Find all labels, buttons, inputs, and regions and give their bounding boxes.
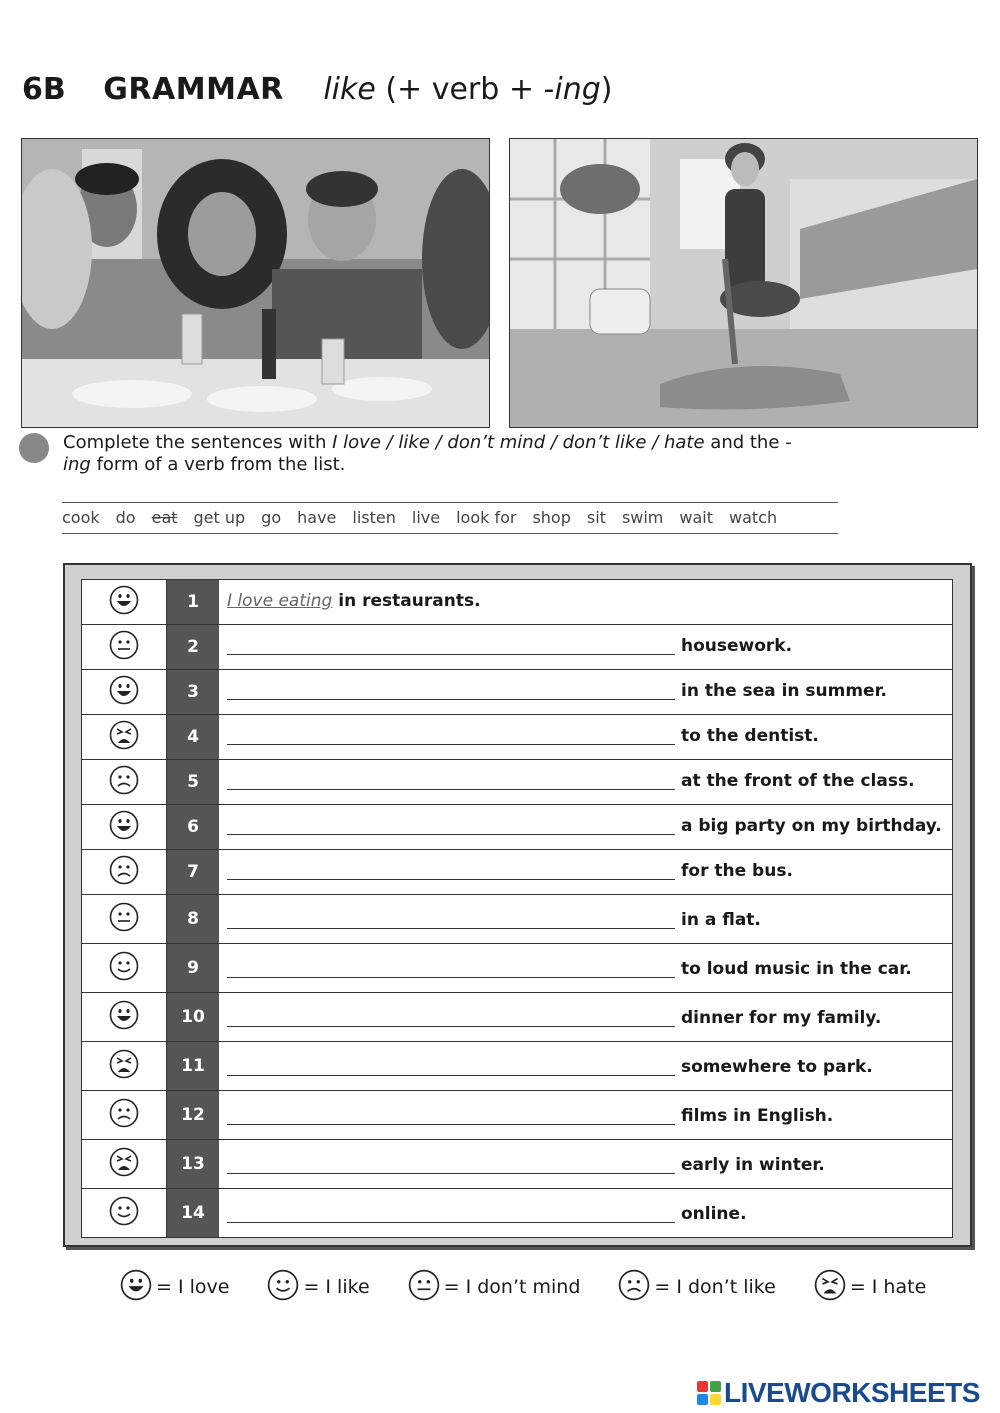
sentence-ending: in the sea in summer. — [681, 681, 888, 701]
answer-blank[interactable] — [227, 1075, 675, 1076]
dont-like-face-icon — [618, 1269, 650, 1306]
word-list-item: live — [411, 508, 441, 527]
sentence-ending: a big party on my birthday. — [681, 816, 942, 836]
word-list-item: get up — [193, 508, 246, 527]
liveworksheets-logo — [697, 1377, 980, 1409]
face-cell — [82, 993, 167, 1041]
sentence-ending: online. — [681, 1204, 747, 1224]
sentence-ending: to the dentist. — [681, 726, 819, 746]
sentence-cell — [219, 805, 952, 849]
row-number: 9 — [167, 944, 219, 992]
topic-ing: ing — [554, 72, 601, 107]
legend-item — [267, 1269, 369, 1306]
word-list-item: cook — [62, 508, 100, 527]
sentence-cell — [219, 625, 952, 669]
example-sentence — [227, 592, 481, 610]
hate-face-icon — [109, 1147, 139, 1181]
sentence-ending: in a flat. — [681, 910, 761, 930]
answer-blank[interactable] — [227, 789, 675, 790]
legend-item — [120, 1269, 229, 1306]
row-number: 12 — [167, 1091, 219, 1139]
face-cell — [82, 760, 167, 804]
table-row — [82, 1189, 952, 1237]
table-row — [82, 1042, 952, 1091]
table-row — [82, 1140, 952, 1189]
row-number: 13 — [167, 1140, 219, 1188]
table-row — [82, 850, 952, 895]
word-list-item: eat — [151, 508, 178, 527]
topic-close: ) — [600, 72, 613, 107]
hate-face-icon — [814, 1269, 846, 1306]
table-row — [82, 895, 952, 944]
answer-blank[interactable] — [227, 699, 675, 700]
word-list-item: do — [115, 508, 136, 527]
like-face-icon — [109, 1196, 139, 1230]
instr-phrases: I love / like / don’t mind / don’t like / hate — [332, 432, 705, 453]
row-number: 2 — [167, 625, 219, 669]
table-row — [82, 805, 952, 850]
sentence-cell — [219, 670, 952, 714]
row-number: 7 — [167, 850, 219, 894]
row-number: 14 — [167, 1189, 219, 1237]
sentence-ending: at the front of the class. — [681, 771, 915, 791]
row-number: 3 — [167, 670, 219, 714]
table-row — [82, 670, 952, 715]
legend-item — [408, 1269, 581, 1306]
sentence-ending: early in winter. — [681, 1155, 825, 1175]
dont-like-face-icon — [109, 765, 139, 799]
face-cell — [82, 715, 167, 759]
row-number: 6 — [167, 805, 219, 849]
sentence-ending: dinner for my family. — [681, 1008, 882, 1028]
page-title — [22, 72, 612, 107]
row-number: 4 — [167, 715, 219, 759]
dont-mind-face-icon — [408, 1269, 440, 1306]
dont-mind-face-icon — [109, 902, 139, 936]
face-cell — [82, 944, 167, 992]
word-list-item: listen — [352, 508, 396, 527]
sentence-cell — [219, 1189, 952, 1237]
sentence-ending: housework. — [681, 636, 793, 656]
sentence-cell — [219, 580, 952, 624]
instr-ing: -ing — [63, 432, 792, 475]
sentence-cell — [219, 944, 952, 992]
face-cell — [82, 805, 167, 849]
sentence-cell — [219, 715, 952, 759]
verb-word-list — [62, 502, 838, 534]
legend-label: = I love — [156, 1276, 230, 1298]
answer-blank[interactable] — [227, 1026, 675, 1027]
row-number: 8 — [167, 895, 219, 943]
sentence-cell — [219, 1042, 952, 1090]
sentence-ending: somewhere to park. — [681, 1057, 873, 1077]
liveworksheets-logo-icon — [697, 1381, 721, 1405]
like-face-icon — [109, 951, 139, 985]
like-face-icon — [267, 1269, 299, 1306]
instr-part1: Complete the sentences with — [63, 432, 333, 453]
word-list-item: swim — [621, 508, 664, 527]
sentence-cell — [219, 895, 952, 943]
face-cell — [82, 850, 167, 894]
word-list-item: watch — [729, 508, 778, 527]
face-cell — [82, 1140, 167, 1188]
example-answer: I love eating — [227, 591, 333, 611]
sentence-ending: films in English. — [681, 1106, 834, 1126]
love-face-icon — [109, 675, 139, 709]
row-number: 11 — [167, 1042, 219, 1090]
answer-blank[interactable] — [227, 834, 675, 835]
face-cell — [82, 625, 167, 669]
dont-like-face-icon — [109, 855, 139, 889]
answer-blank[interactable] — [227, 1173, 675, 1174]
sentence-cell — [219, 1091, 952, 1139]
love-face-icon — [120, 1269, 152, 1306]
legend-label: = I hate — [849, 1276, 927, 1298]
hate-face-icon — [109, 1049, 139, 1083]
love-face-icon — [109, 585, 139, 619]
sentence-ending: to loud music in the car. — [681, 959, 912, 979]
table-row — [82, 625, 952, 670]
legend-label: = I like — [303, 1276, 370, 1298]
dont-like-face-icon — [109, 1098, 139, 1132]
example-ending: in restaurants. — [338, 591, 481, 611]
face-cell — [82, 670, 167, 714]
legend-label: = I don’t like — [654, 1276, 776, 1298]
unit-code: 6B — [22, 72, 66, 107]
photo-woman-vacuuming — [509, 138, 978, 428]
sentence-ending: for the bus. — [681, 861, 793, 881]
legend-item — [814, 1269, 926, 1306]
row-number: 5 — [167, 760, 219, 804]
love-face-icon — [109, 810, 139, 844]
sentence-cell — [219, 993, 952, 1041]
exercise-instructions — [63, 432, 803, 476]
photo-friends-dining — [21, 138, 490, 428]
face-cell — [82, 1189, 167, 1237]
table-row — [82, 580, 952, 625]
answer-blank[interactable] — [227, 977, 675, 978]
row-number: 1 — [167, 580, 219, 624]
table-row — [82, 993, 952, 1042]
topic-subtitle — [323, 72, 612, 107]
sentence-cell — [219, 1140, 952, 1188]
face-cell — [82, 580, 167, 624]
love-face-icon — [109, 1000, 139, 1034]
table-row — [82, 760, 952, 805]
exercise-table — [81, 579, 953, 1238]
word-list-item: have — [297, 508, 337, 527]
legend-label: = I don’t mind — [443, 1276, 581, 1298]
answer-blank[interactable] — [227, 1124, 675, 1125]
dont-mind-face-icon — [109, 630, 139, 664]
instr-part2: and the — [704, 432, 786, 453]
answer-blank[interactable] — [227, 654, 675, 655]
hate-face-icon — [109, 720, 139, 754]
brand-name: LIVEWORKSHEETS — [724, 1377, 980, 1408]
face-cell — [82, 1091, 167, 1139]
word-list-item: wait — [679, 508, 713, 527]
answer-blank[interactable] — [227, 1222, 675, 1223]
sentence-cell — [219, 760, 952, 804]
face-legend — [120, 1270, 964, 1304]
table-row — [82, 944, 952, 993]
table-row — [82, 715, 952, 760]
section-title: GRAMMAR — [103, 72, 284, 107]
table-row — [82, 1091, 952, 1140]
topic-rest: (+ verb + - — [375, 72, 555, 107]
word-list-item: look for — [456, 508, 517, 527]
sentence-cell — [219, 850, 952, 894]
word-list-item: shop — [532, 508, 571, 527]
face-cell — [82, 895, 167, 943]
instr-part3: form of a verb from the list. — [90, 454, 346, 475]
answer-blank[interactable] — [227, 928, 675, 929]
face-cell — [82, 1042, 167, 1090]
word-list-item: sit — [586, 508, 606, 527]
topic-like: like — [323, 72, 376, 107]
exercise-bullet-icon — [19, 433, 49, 463]
word-list-item: go — [261, 508, 282, 527]
answer-blank[interactable] — [227, 879, 675, 880]
legend-item — [618, 1269, 775, 1306]
answer-blank[interactable] — [227, 744, 675, 745]
row-number: 10 — [167, 993, 219, 1041]
